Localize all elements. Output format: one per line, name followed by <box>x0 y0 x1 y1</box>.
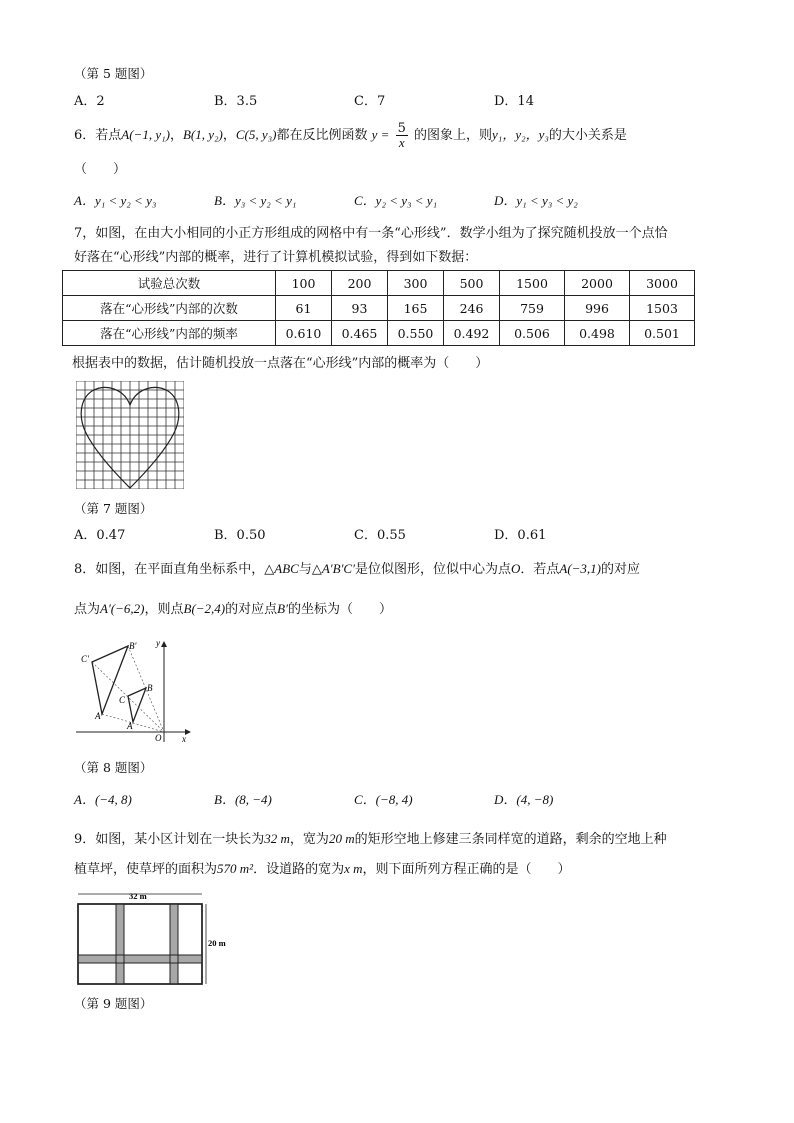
label-a: A <box>127 721 133 731</box>
q6-answer-paren: （ ） <box>74 162 127 177</box>
table-cell: 0.465 <box>332 321 388 346</box>
q9-line1: 9．如图，某小区计划在一块长为32 m，宽为20 m的矩形空地上修建三条同样宽的道路，剩余的空地上种 <box>74 831 667 847</box>
q6-options <box>74 190 634 209</box>
q8-options <box>74 789 634 808</box>
q6-option-c: C．y₂ < y₃ < y₁ <box>354 193 438 208</box>
q7-option-d: D．0.61 <box>494 528 547 543</box>
length-label: 32 m <box>129 891 147 901</box>
table-row-frequency <box>63 321 695 346</box>
q8-option-c: C．(−8, 4) <box>354 792 413 807</box>
label-a1: A′ <box>95 711 103 721</box>
point-a-coords: A(−3,1) <box>559 561 601 576</box>
table-cell: 0.610 <box>276 321 332 346</box>
field-roads-figure <box>72 888 236 992</box>
width-label: 20 m <box>208 938 226 948</box>
grid-lines <box>76 381 184 489</box>
table-row-header <box>63 271 695 296</box>
table-cell: 61 <box>276 296 332 321</box>
table-cell: 3000 <box>630 271 695 296</box>
label-b1: B′ <box>129 641 137 651</box>
point-a: A(−1, y₁) <box>121 127 170 142</box>
table-cell: 0.492 <box>444 321 500 346</box>
q6-option-b: B．y₃ < y₂ < y₁ <box>214 193 297 208</box>
road-horizontal <box>78 955 202 963</box>
fraction-numerator: 5 <box>397 121 406 136</box>
homothety-figure <box>72 636 196 746</box>
field-rectangle <box>78 904 202 984</box>
label-b: B <box>147 683 153 693</box>
q5-options <box>74 90 634 109</box>
q8-option-a: A．(−4, 8) <box>74 792 132 807</box>
table-cell: 1500 <box>500 271 565 296</box>
q7-option-a: A．0.47 <box>74 528 126 543</box>
point-a1-coords: A′(−6,2) <box>100 601 145 616</box>
triangle-abc: △ABC <box>264 561 299 576</box>
q6-vars: y₁，y₂，y₃ <box>492 127 549 142</box>
table-cell: 100 <box>276 271 332 296</box>
q8-option-b: B．(8, −4) <box>214 792 272 807</box>
table-cell: 165 <box>388 296 444 321</box>
function-lhs: y = <box>371 127 390 142</box>
q9-caption: （第 9 题图） <box>74 996 153 1011</box>
q7-line2: 好落在“心形线”内部的概率，进行了计算机模拟试验，得到如下数据： <box>74 250 478 265</box>
q7-options <box>74 524 634 543</box>
label-o: O <box>155 733 162 743</box>
table-cell: 759 <box>500 296 565 321</box>
q5-option-b: B．3.5 <box>214 94 258 109</box>
q7-data-table <box>62 270 695 346</box>
road-vertical-left <box>116 904 124 984</box>
table-cell: 0.501 <box>630 321 695 346</box>
label-c: C <box>119 695 126 705</box>
table-cell: 0.498 <box>565 321 630 346</box>
q7-line1: 7，如图，在由大小相同的小正方形组成的网格中有一条“心形线”．数学小组为了探究随机投放一个点恰 <box>74 226 668 241</box>
q5-option-c: C．7 <box>354 94 386 109</box>
point-c: C(5, y₃) <box>235 127 277 142</box>
triangle-a1b1c1: △A′B′C′ <box>311 561 355 576</box>
label-y: y <box>156 638 160 648</box>
q8-option-d: D．(4, −8) <box>494 792 554 807</box>
table-cell: 1503 <box>630 296 695 321</box>
table-cell: 0.550 <box>388 321 444 346</box>
table-cell: 93 <box>332 296 388 321</box>
q8-caption: （第 8 题图） <box>74 760 153 775</box>
projection-lines <box>92 646 164 732</box>
table-cell: 500 <box>444 271 500 296</box>
q6-stem: 6．若点A(−1, y₁)，B(1, y₂)，C(5, y₃)都在反比例函数 y = $\frac{5}{x}$ 的图象上，则y₁，y₂，y₃的大小关系是 <box>74 121 627 150</box>
heart-grid-figure <box>76 381 184 489</box>
q5-option-d: D．14 <box>494 94 534 109</box>
table-cell: 落在“心形线”内部的频率 <box>63 321 276 346</box>
label-x: x <box>182 734 186 744</box>
table-cell: 2000 <box>565 271 630 296</box>
q7-caption: （第 7 题图） <box>74 501 153 516</box>
q6-option-d: D．y₁ < y₃ < y₂ <box>494 193 578 208</box>
q7-option-b: B．0.50 <box>214 528 266 543</box>
table-cell: 试验总次数 <box>63 271 276 296</box>
table-cell: 300 <box>388 271 444 296</box>
table-cell: 246 <box>444 296 500 321</box>
q6-option-a: A．y₁ < y₂ < y₃ <box>74 193 157 208</box>
table-row-count <box>63 296 695 321</box>
point-b: B(1, y₂) <box>182 127 223 142</box>
q5-option-a: A．2 <box>74 94 105 109</box>
q8-line2: 点为A′(−6,2)，则点B(−2,4)的对应点B′的坐标为（ ） <box>74 601 392 617</box>
q7-question: 根据表中的数据，估计随机投放一点落在“心形线”内部的概率为（ ） <box>72 356 489 371</box>
q5-caption: （第 5 题图） <box>74 66 153 81</box>
q7-option-c: C．0.55 <box>354 528 406 543</box>
table-cell: 200 <box>332 271 388 296</box>
table-cell: 996 <box>565 296 630 321</box>
fraction-denominator: x <box>398 135 405 150</box>
point-b-coords: B(−2,4) <box>183 601 226 616</box>
q8-line1: 8．如图，在平面直角坐标系中，△ABC与△A′B′C′是位似图形，位似中心为点O．若点A(−3,1)的对应 <box>74 561 641 577</box>
table-cell: 0.506 <box>500 321 565 346</box>
road-vertical-right <box>170 904 178 984</box>
label-c1: C′ <box>81 654 89 664</box>
fraction <box>396 122 408 149</box>
triangle-small <box>128 688 146 722</box>
q9-line2: 植草坪，使草坪的面积为570 m²．设道路的宽为x m，则下面所列方程正确的是（ ） <box>74 861 571 877</box>
table-cell: 落在“心形线”内部的次数 <box>63 296 276 321</box>
